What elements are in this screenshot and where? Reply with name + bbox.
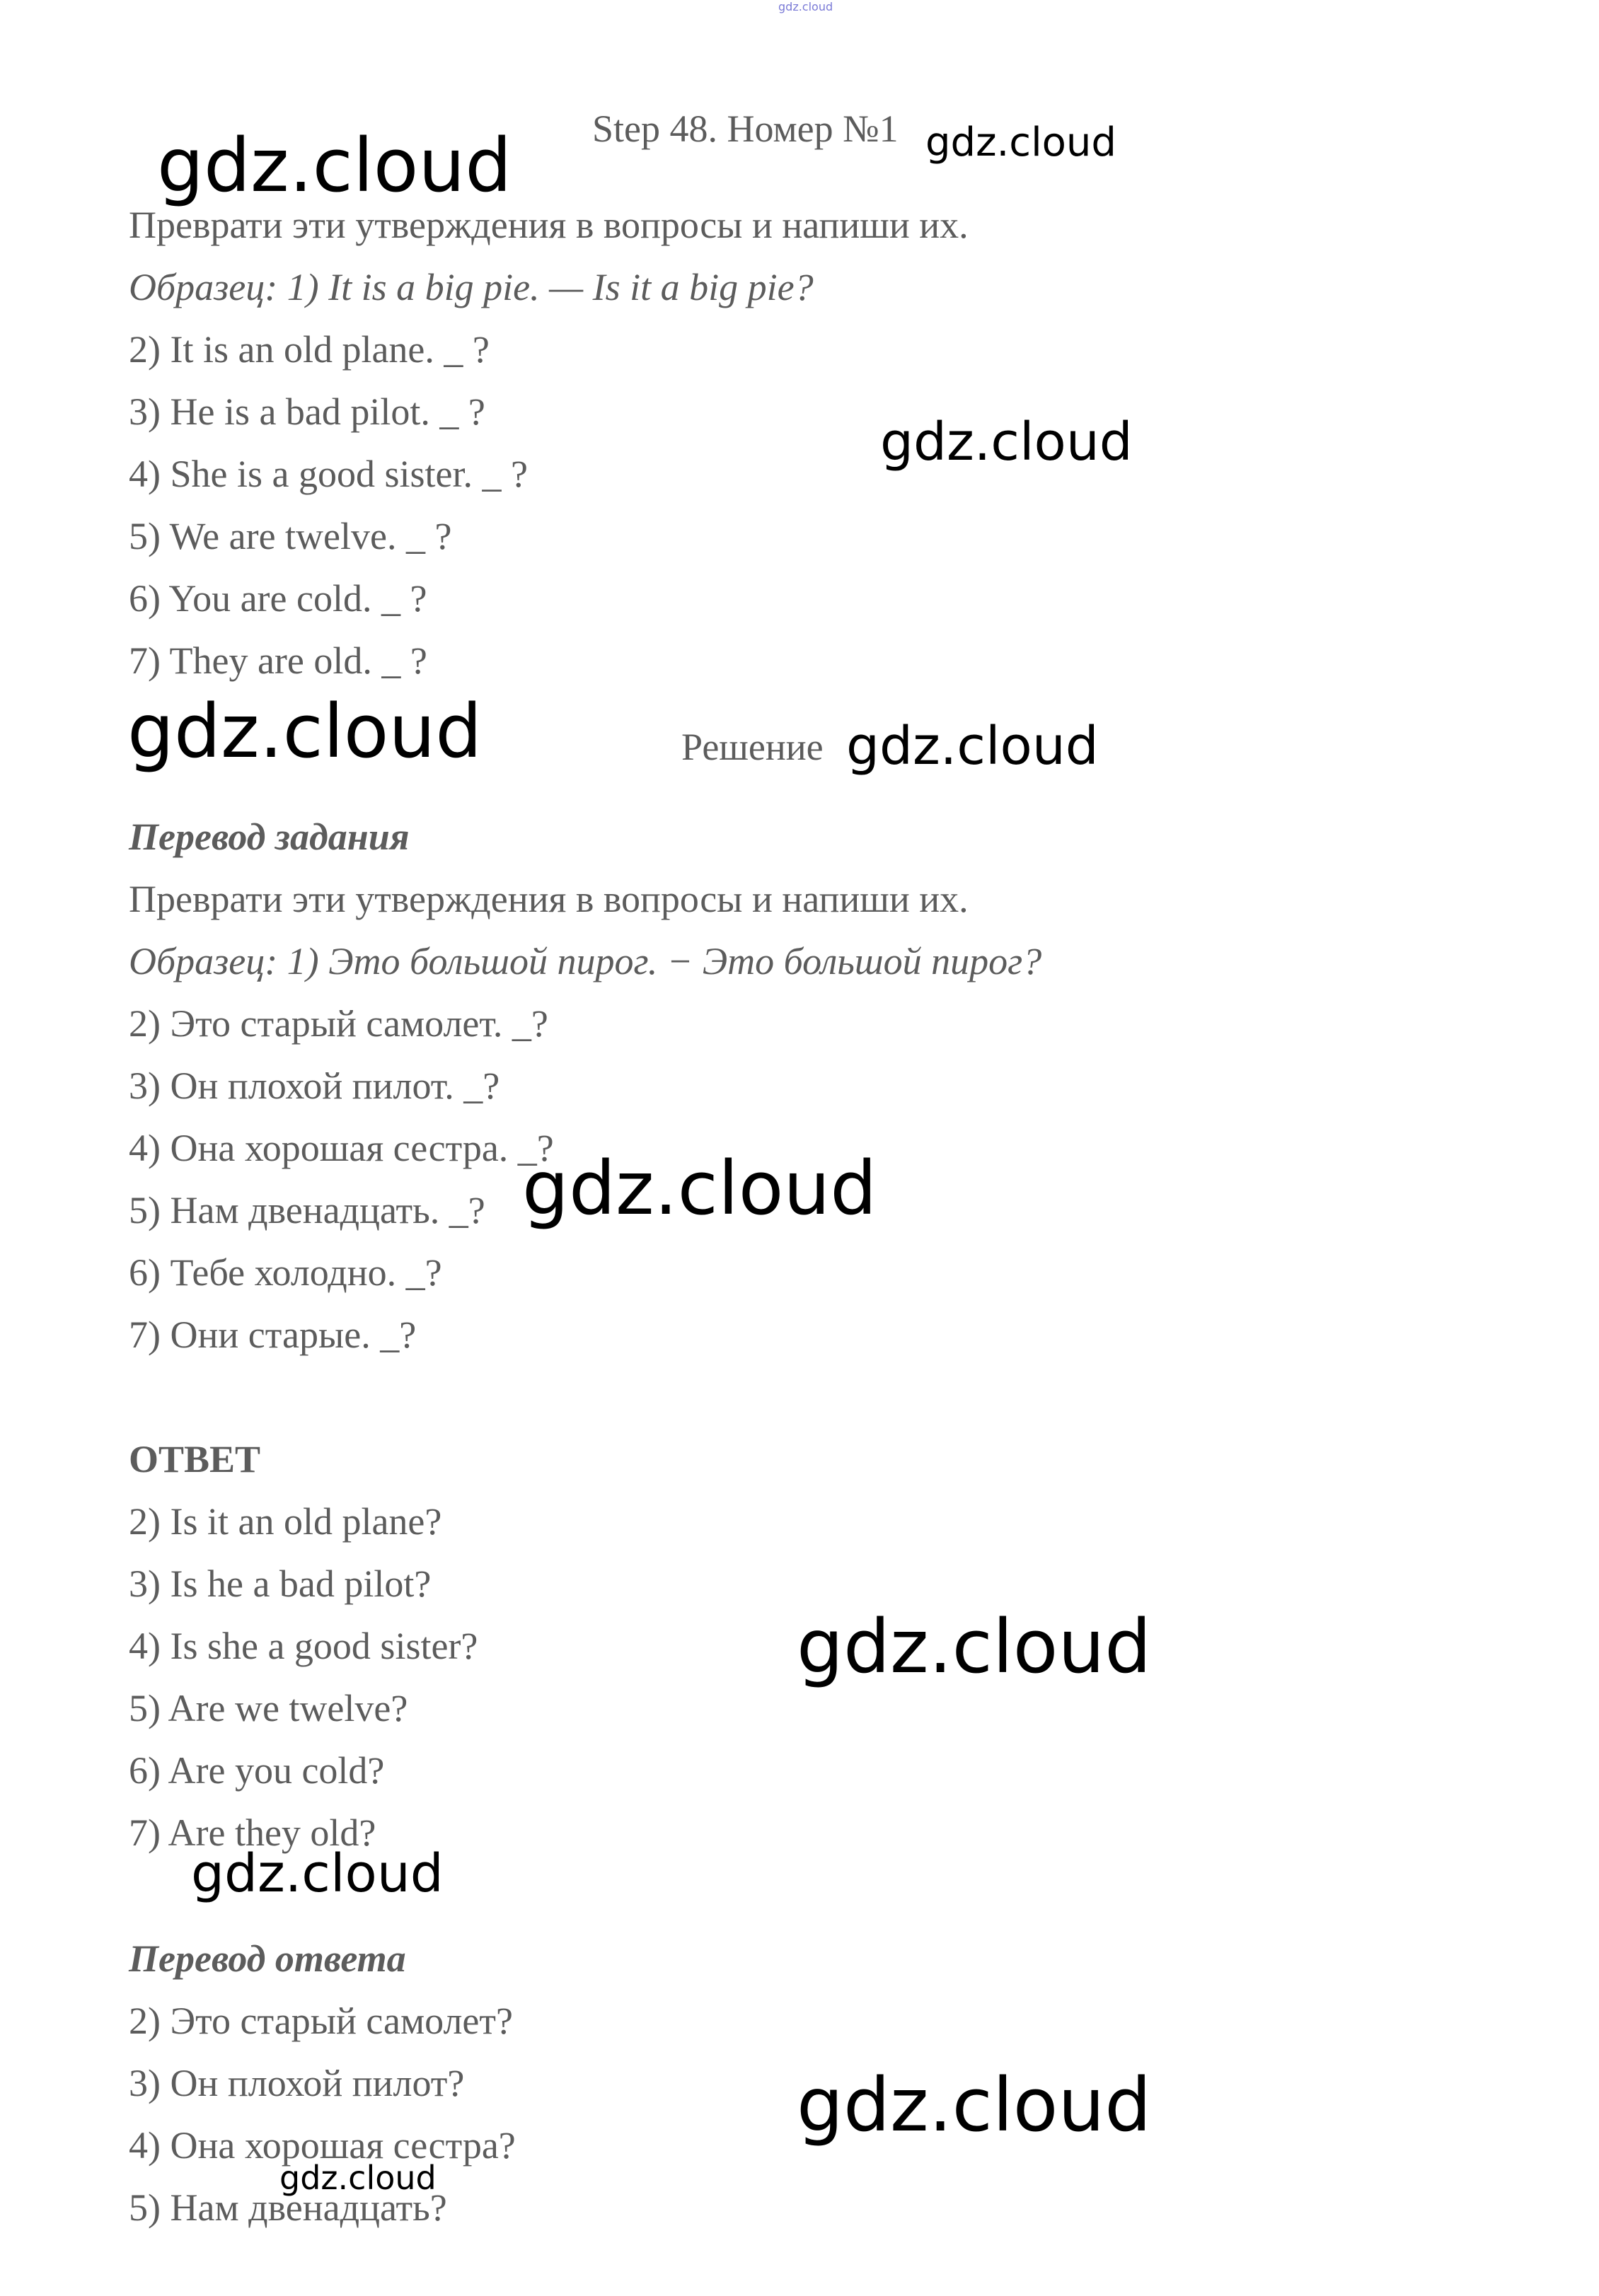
watermark: gdz.cloud (797, 2062, 1152, 2148)
task-translation-instruction: Преврати эти утверждения в вопросы и напиши их. (129, 878, 969, 920)
task-item: 5) We are twelve. _ ? (129, 515, 452, 557)
answer-item: 2) Is it an old plane? (129, 1500, 442, 1543)
answer-translation-item: 4) Она хорошая сестра? (129, 2124, 516, 2167)
task-instruction: Преврати эти утверждения в вопросы и напиши их. (129, 204, 969, 246)
task-translation-item: 3) Он плохой пилот. _? (129, 1065, 500, 1107)
watermark: gdz.cloud (522, 1145, 877, 1231)
solution-heading: Решение (681, 726, 824, 768)
task-translation-item: 2) Это старый самолет. _? (129, 1002, 548, 1045)
watermark: gdz.cloud (925, 120, 1116, 166)
watermark: gdz.cloud (797, 1604, 1152, 1690)
task-translation-item: 7) Они старые. _? (129, 1314, 417, 1356)
page-title: Step 48. Номер №1 (592, 108, 899, 150)
task-example: Образец: 1) It is a big pie. — Is it a big pie? (129, 266, 814, 308)
answer-translation-heading: Перевод ответа (129, 1937, 406, 1980)
answer-item: 5) Are we twelve? (129, 1687, 408, 1729)
task-translation-example: Образец: 1) Это большой пирог. − Это большой пирог? (129, 940, 1042, 982)
answer-translation-item: 2) Это старый самолет? (129, 2000, 513, 2042)
task-translation-heading: Перевод задания (129, 816, 410, 858)
task-item: 2) It is an old plane. _ ? (129, 328, 490, 371)
answer-translation-item: 5) Нам двенадцать? (129, 2186, 447, 2229)
top-watermark: gdz.cloud (778, 0, 833, 13)
watermark: gdz.cloud (279, 2159, 437, 2197)
task-translation-item: 6) Тебе холодно. _? (129, 1251, 442, 1294)
answer-translation-item: 3) Он плохой пилот? (129, 2062, 465, 2104)
task-item: 4) She is a good sister. _ ? (129, 453, 528, 495)
answer-item: 6) Are you cold? (129, 1749, 385, 1792)
watermark: gdz.cloud (157, 122, 512, 209)
task-translation-item: 5) Нам двенадцать. _? (129, 1189, 485, 1231)
answer-item: 4) Is she a good sister? (129, 1625, 478, 1667)
task-item: 6) You are cold. _ ? (129, 577, 427, 620)
watermark: gdz.cloud (191, 1843, 444, 1904)
watermark: gdz.cloud (880, 412, 1133, 472)
task-item: 3) He is a bad pilot. _ ? (129, 390, 485, 433)
answer-item: 7) Are they old? (129, 1811, 376, 1854)
answer-item: 3) Is he a bad pilot? (129, 1562, 432, 1605)
answer-heading: ОТВЕТ (129, 1438, 261, 1480)
watermark: gdz.cloud (846, 716, 1099, 777)
task-translation-item: 4) Она хорошая сестра. _? (129, 1127, 554, 1169)
watermark: gdz.cloud (127, 688, 483, 775)
task-item: 7) They are old. _ ? (129, 639, 427, 682)
